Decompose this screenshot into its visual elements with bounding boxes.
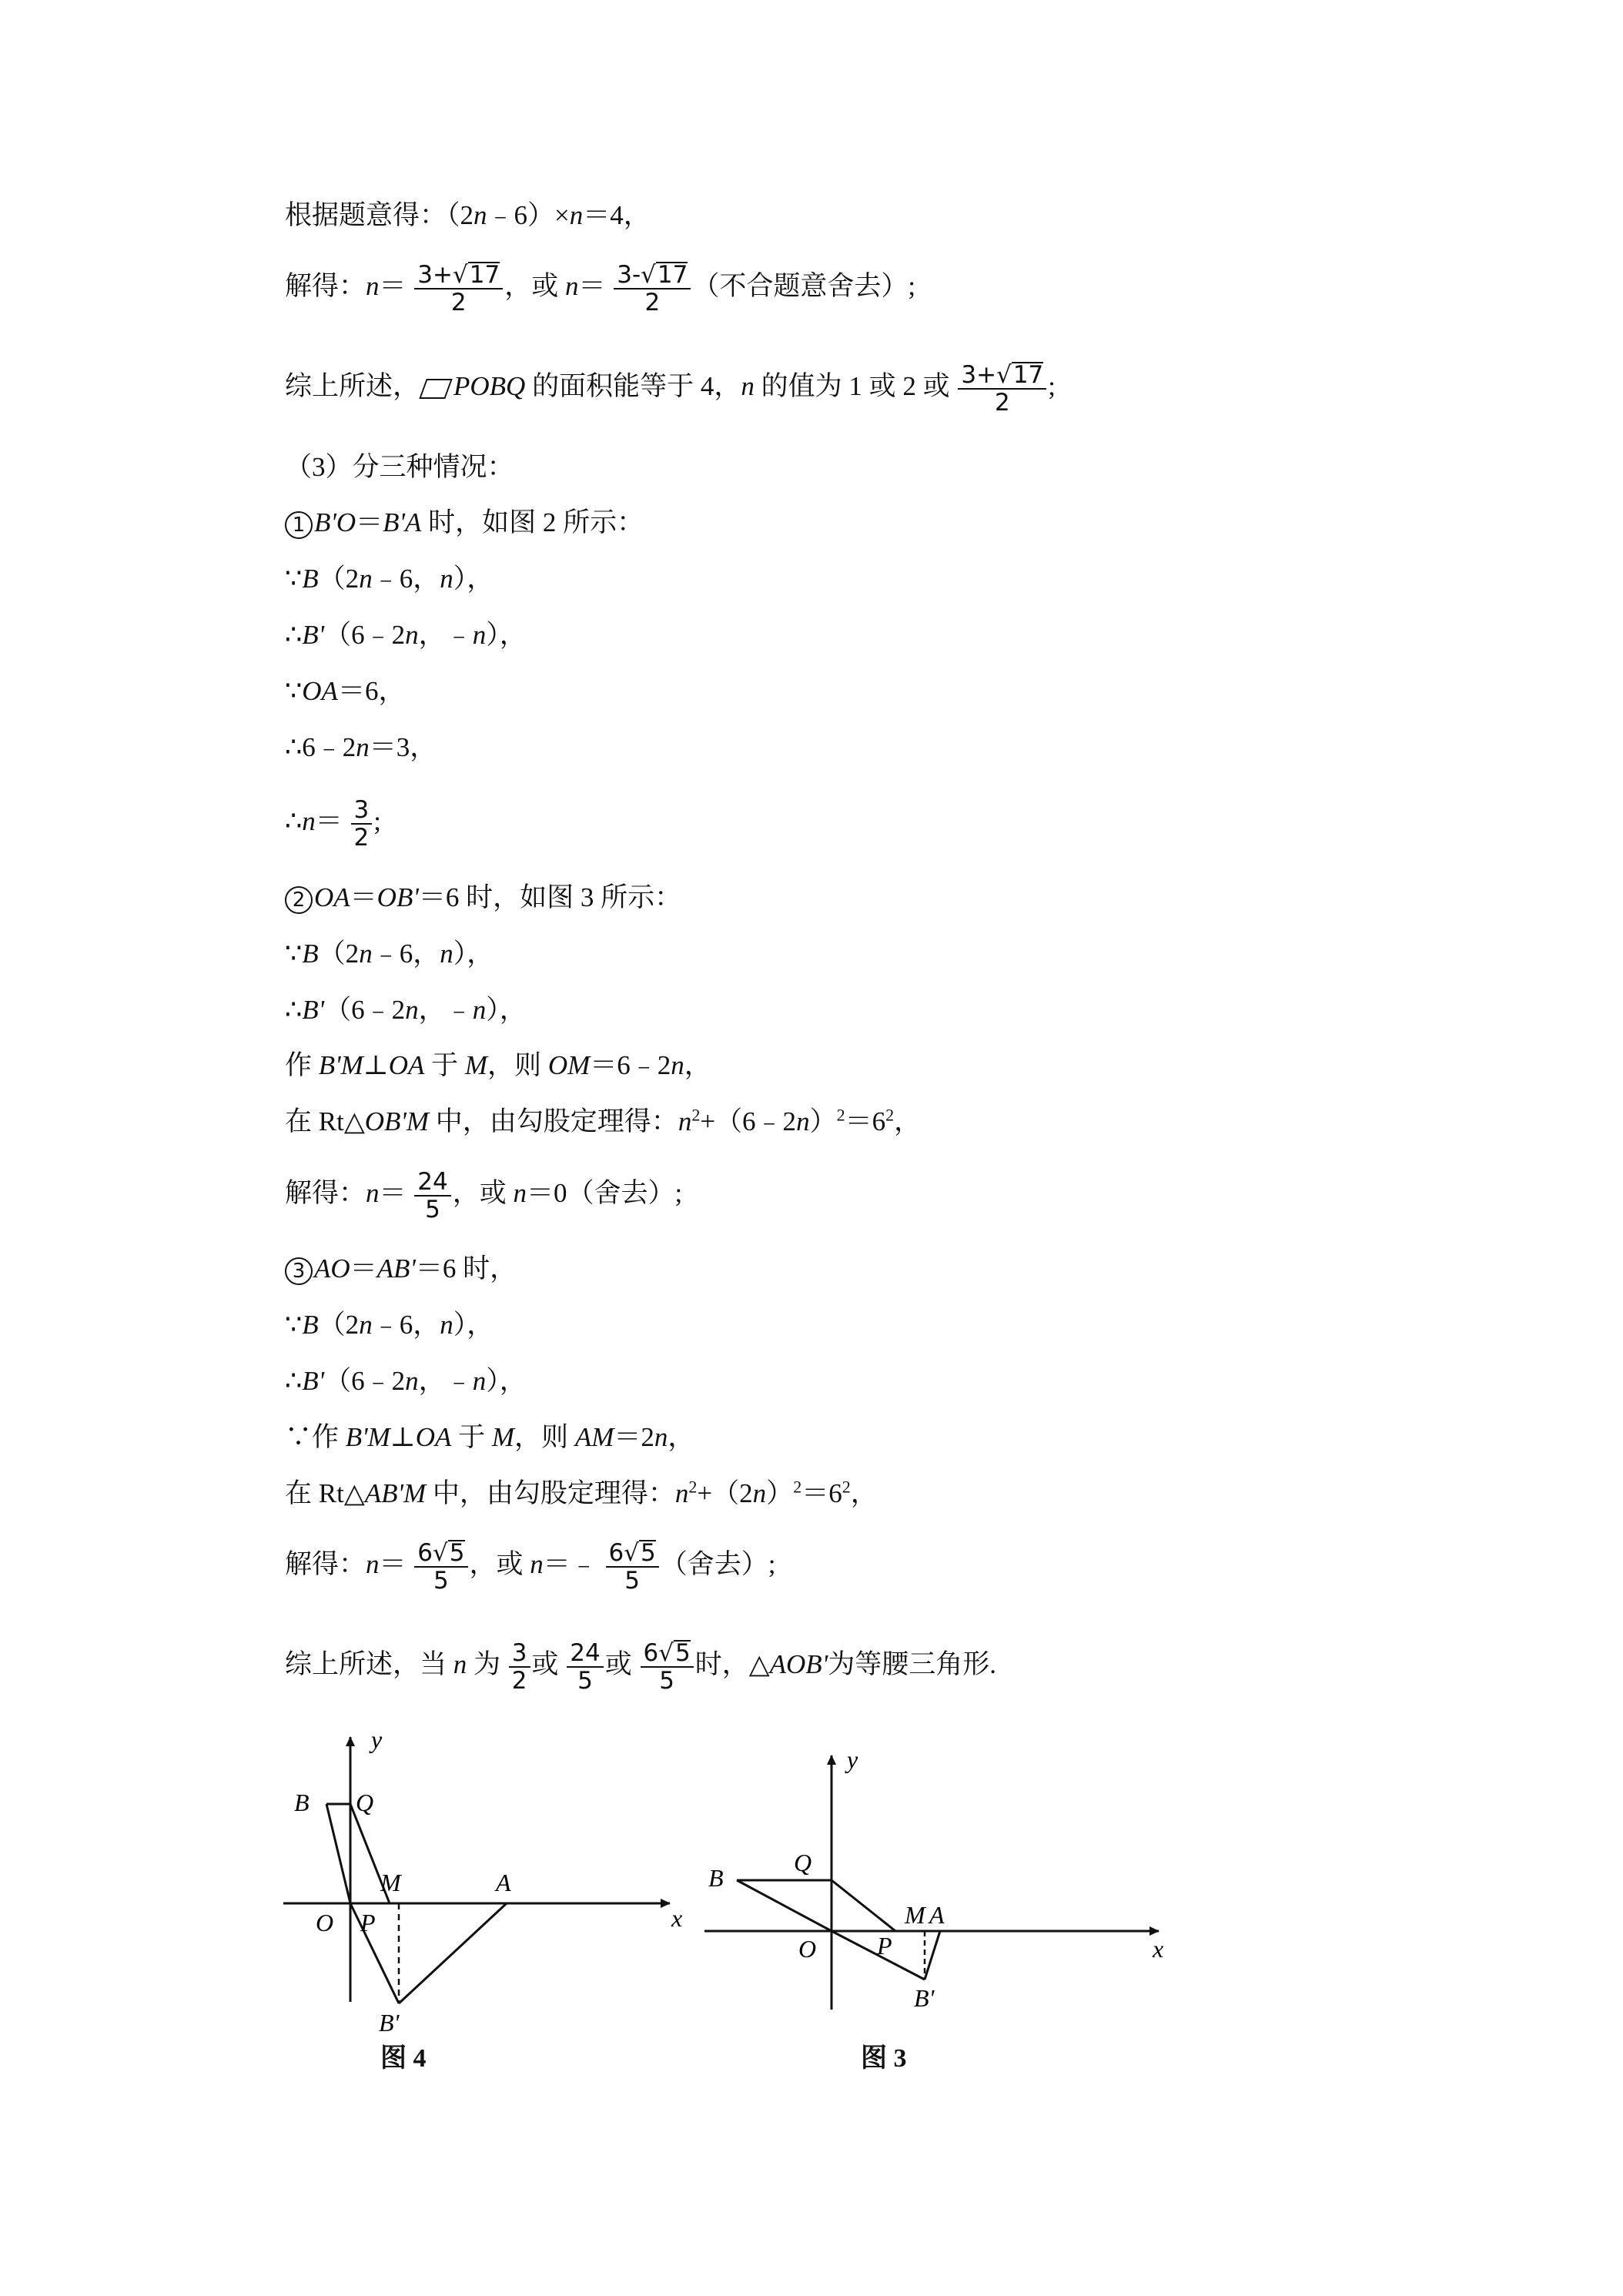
solution-line-9: ∴6﹣2n＝3， [285, 732, 437, 762]
fraction-3-plus-sqrt17-over-2: $\frac{3+√17}{2}$ [414, 262, 503, 316]
segment-bprime-a [399, 1903, 507, 2003]
fraction-6sqrt5-over-5: $\frac{6√5}{5}$ [414, 1540, 467, 1594]
label-y: y [371, 1725, 383, 1753]
parallelogram-icon [419, 379, 452, 399]
solution-line-7: ∴B'（6﹣2n，﹣n）， [285, 620, 527, 650]
solution-line-6: ∵B（2n﹣6，n）， [285, 564, 494, 594]
label-A: A [929, 1901, 945, 1929]
label-M: M [905, 1901, 925, 1929]
label-B: B [294, 1789, 310, 1816]
solution-line-18: ∵B（2n﹣6，n）， [285, 1310, 494, 1340]
fraction-neg-6sqrt5-over-5: $\frac{6√5}{5}$ [606, 1540, 659, 1594]
fraction-24-over-5: $\frac{24}{5}$ [414, 1169, 450, 1223]
fraction-3-over-2: $\frac{3}{2}$ [351, 797, 373, 851]
solution-line-8: ∵OA＝6， [285, 676, 406, 706]
solution-line-4: （3）分三种情况： [285, 452, 514, 482]
fraction-3-minus-sqrt17-over-2: $\frac{3-√17}{2}$ [614, 262, 691, 316]
solution-conclusion: 综上所述，当 n 为 $\frac{3}{2}$ 或 $\frac{24}{5}$ 或 $\frac{6√5}{5}$ 时，△AOB'为等腰三角形. [285, 1639, 996, 1695]
label-P: P [360, 1909, 376, 1936]
label-B: B [708, 1864, 724, 1892]
solution-line-16: 解得：n＝ $\frac{24}{5}$ ，或 n＝0（舍去）; [285, 1168, 683, 1223]
circled-number-3: 3 [285, 1257, 313, 1285]
circled-number-2: 2 [285, 886, 313, 914]
solution-line-1: 根据题意得：（2n﹣6）×n＝4， [285, 200, 651, 230]
solution-line-13: ∴B'（6﹣2n，﹣n）， [285, 995, 527, 1025]
label-B-prime: B' [379, 2009, 400, 2037]
solution-line-10: ∴n＝ $\frac{3}{2}$ ; [285, 796, 382, 852]
circled-number-1: 1 [285, 511, 313, 539]
fraction-6sqrt5-over-5: $\frac{6√5}{5}$ [641, 1640, 694, 1694]
solution-line-22: 解得：n＝ $\frac{6√5}{5}$ ，或 n＝﹣ $\frac{6√5}{5}$ （舍去）; [285, 1539, 776, 1595]
figure-4-diagram [277, 1725, 708, 2048]
solution-line-20: ∵作 B'M⊥OA 于 M，则 AM＝2n， [285, 1422, 695, 1452]
solution-line-2: 解得：n＝ $\frac{3+√17}{2}$ ，或 n＝ $\frac{3-√17}{2}$ （不合题意舍去）; [285, 261, 916, 316]
case-1-heading: 1 B'O＝B'A 时，如图 2 所示： [285, 506, 644, 540]
label-B-prime: B' [914, 1984, 935, 2012]
solution-line-12: ∵B（2n﹣6，n）， [285, 939, 494, 969]
solution-line-15: 在 Rt△OB'M 中，由勾股定理得：$n^2+(6﹣2n)^2=6^2$， [285, 1105, 922, 1136]
figure-3-caption: 图 3 [861, 2044, 907, 2073]
solution-line-3: 综上所述， POBQ 的面积能等于 4，n 的值为 1 或 2 或 $\frac{3+√17}{2}$ ; [285, 361, 1056, 417]
fraction-3-over-2: $\frac{3}{2}$ [509, 1640, 530, 1694]
label-y: y [847, 1748, 858, 1773]
label-x: x [671, 1904, 683, 1932]
figure-3-diagram [689, 1748, 1197, 2040]
label-A: A [496, 1869, 511, 1896]
solution-line-19: ∴B'（6﹣2n，﹣n）， [285, 1366, 527, 1396]
label-Q: Q [794, 1849, 812, 1876]
parallelogram-pobq [737, 1880, 895, 1931]
label-x: x [1153, 1935, 1164, 1963]
figure-4-caption: 图 4 [380, 2044, 427, 2073]
case-3-heading: 3 AO＝AB'＝6 时， [285, 1252, 517, 1286]
solution-line-14: 作 B'M⊥OA 于 M，则 OM＝6﹣2n， [285, 1050, 711, 1080]
case-2-heading: 2 OA＝OB'＝6 时，如图 3 所示： [285, 881, 681, 915]
fraction-24-over-5: $\frac{24}{5}$ [567, 1640, 603, 1694]
fraction-answer-sqrt17: $\frac{3+√17}{2}$ [958, 362, 1046, 416]
label-Q: Q [356, 1789, 374, 1816]
label-O: O [798, 1935, 817, 1963]
solution-line-21: 在 Rt△AB'M 中，由勾股定理得：$n^2+(2n)^2=6^2$， [285, 1477, 878, 1508]
segment-bprime-a [925, 1931, 940, 1980]
label-M: M [380, 1869, 401, 1896]
label-P: P [877, 1932, 892, 1960]
label-O: O [316, 1909, 334, 1936]
